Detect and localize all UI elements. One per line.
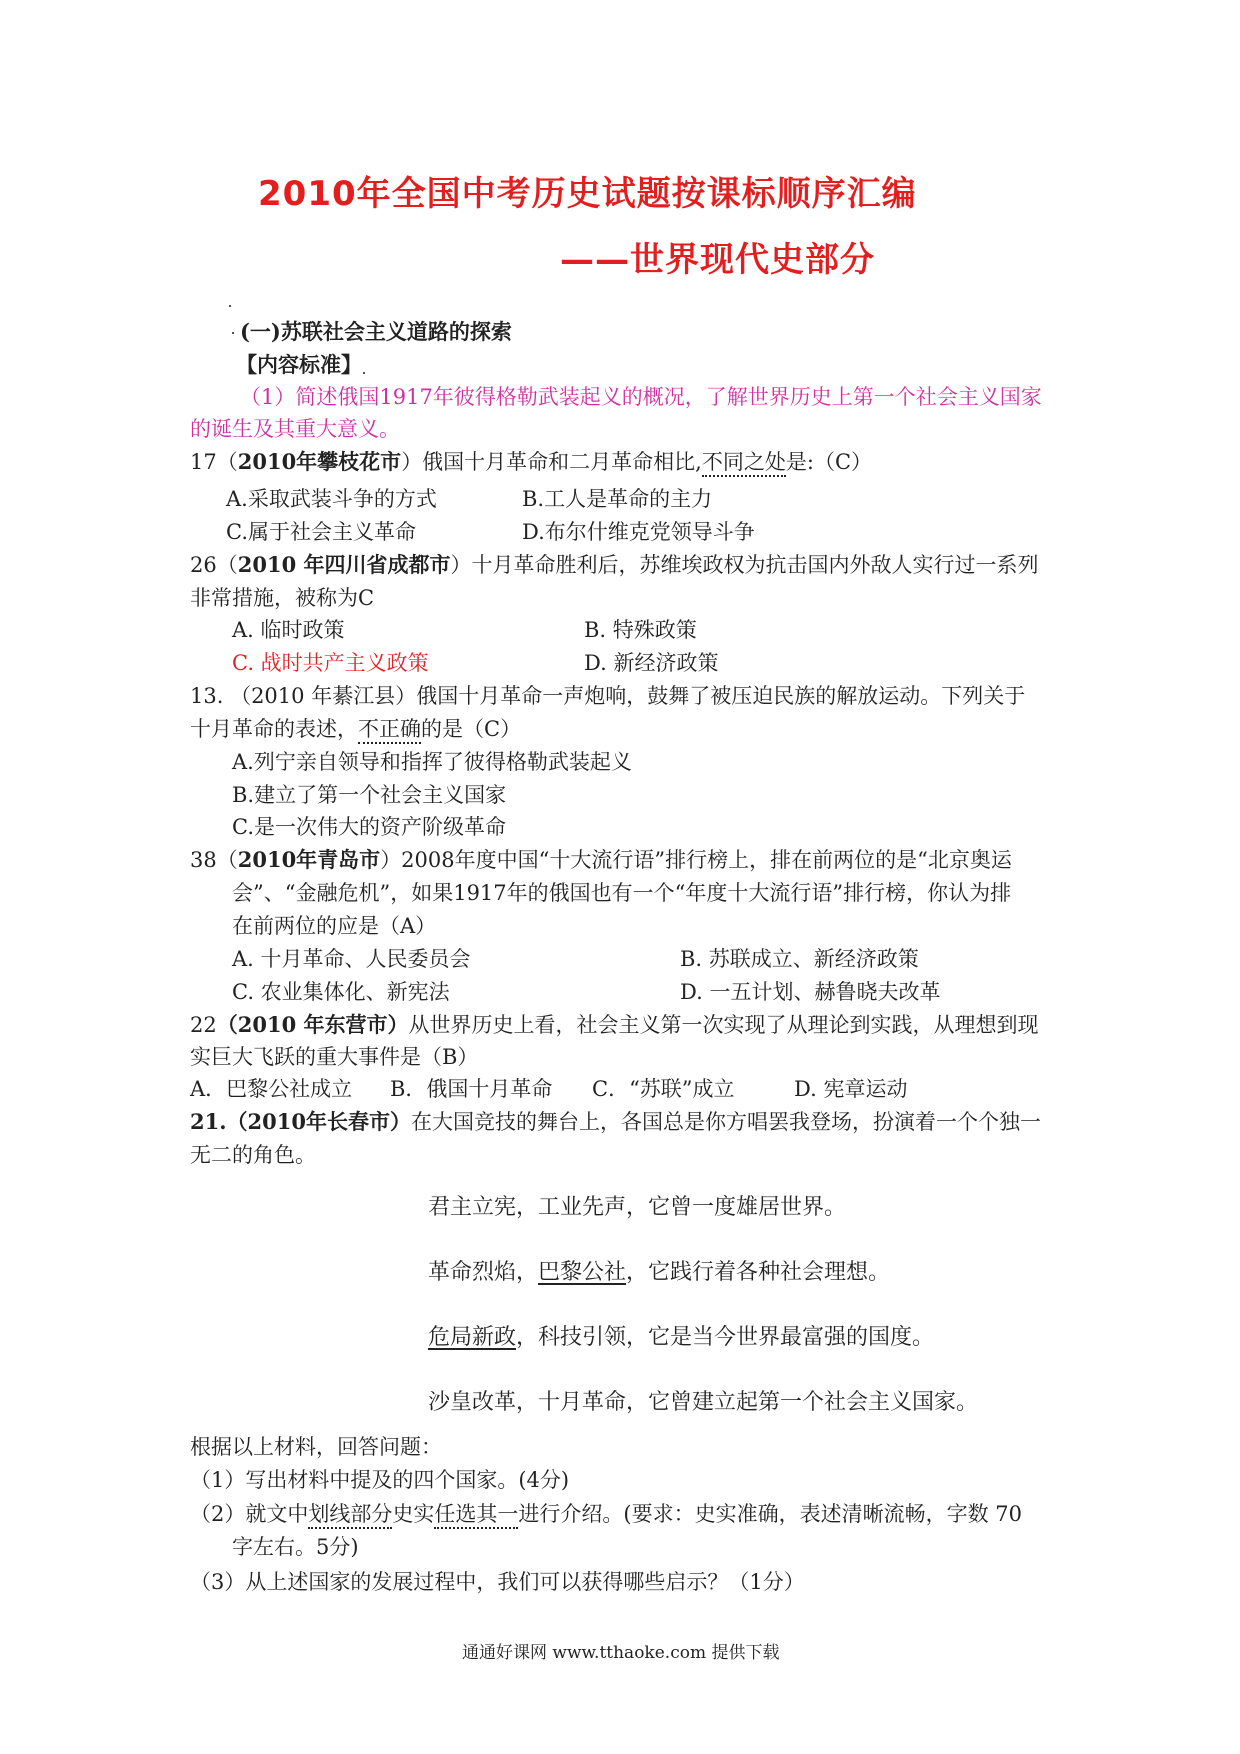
q21-sub-2-mid: 史实 xyxy=(392,1502,435,1526)
q22-number: 22 xyxy=(190,1013,217,1037)
q17-stem-text: ）俄国十月革命和二月革命相比, xyxy=(401,450,702,474)
q38-option-c: C. 农业集体化、新宪法 xyxy=(232,980,450,1004)
q17-option-d: D.布尔什维克党领导斗争 xyxy=(522,520,755,544)
q26-stem-line-2: 非常措施，被称为C xyxy=(190,586,375,610)
q26-option-b: B. 特殊政策 xyxy=(584,618,697,642)
q17-option-b: B.工人是革命的主力 xyxy=(522,487,713,511)
q21-source: （2010年长春市） xyxy=(226,1109,411,1134)
q26-option-c: C. 战时共产主义政策 xyxy=(232,651,429,675)
page-footer: 通通好课网 www.tthaoke.com 提供下载 xyxy=(462,1643,780,1663)
q17-number: 17（ xyxy=(190,450,238,474)
q17-source: 2010年攀枝花市 xyxy=(237,449,402,474)
q22-option-a: A．巴黎公社成立 xyxy=(190,1077,353,1101)
content-standard-line-1: （1）简述俄国1917年彼得格勒武装起义的概况，了解世界历史上第一个社会主义国家 xyxy=(240,385,1042,409)
q38-option-b: B. 苏联成立、新经济政策 xyxy=(680,947,919,971)
q21-stem xyxy=(190,1108,1041,1136)
page-subtitle: ——世界现代史部分 xyxy=(560,240,875,280)
q17-option-c: C.属于社会主义革命 xyxy=(226,520,416,544)
q38-stem-line-3: 在前两位的应是（A） xyxy=(232,914,437,938)
material-line-3-rest: ，科技引领，它是当今世界最富强的国度。 xyxy=(516,1325,935,1350)
q21-sub-2-line-2: 字左右。5分) xyxy=(232,1535,359,1559)
page-title: 2010年全国中考历史试题按课标顺序汇编 xyxy=(258,174,917,214)
q26-option-d: D. 新经济政策 xyxy=(584,651,719,675)
q21-ask: 根据以上材料，回答问题： xyxy=(190,1435,442,1459)
q13-option-a: A.列宁亲自领导和指挥了彼得格勒武装起义 xyxy=(232,750,632,774)
q17-option-a: A.采取武装斗争的方式 xyxy=(226,487,437,511)
q38-stem-line-2: 会”、“金融危机”，如果1917年的俄国也有一个“年度十大流行语”排行榜，你认为排 xyxy=(232,881,1012,905)
q22-option-b: B．俄国十月革命 xyxy=(390,1077,553,1101)
q21-sub-2-emphasis-2: 任选其一 xyxy=(434,1502,518,1529)
q38-stem-text: ）2008年度中国“十大流行语”排行榜上，排在前两位的是“北京奥运 xyxy=(380,848,1012,872)
material-line-1: 君主立宪，工业先声，它曾一度雄居世界。 xyxy=(428,1195,847,1220)
material-underlined-new-deal: 危局新政 xyxy=(428,1325,517,1350)
content-standard-line-2: 的诞生及其重大意义。 xyxy=(190,417,400,441)
q21-stem-line-2: 无二的角色。 xyxy=(190,1143,316,1167)
q38-option-d: D. 一五计划、赫鲁晓夫改革 xyxy=(680,980,941,1004)
q21-sub-2-text: （2）就文中 xyxy=(190,1502,309,1526)
q13-emphasis: 不正确 xyxy=(358,717,421,744)
q26-source: 2010 年四川省成都市 xyxy=(237,552,451,577)
q22-source: （2010 年东营市） xyxy=(216,1012,409,1037)
q21-number: 21. xyxy=(190,1109,227,1134)
scan-mark xyxy=(363,372,365,374)
q13-option-c: C.是一次伟大的资产阶级革命 xyxy=(232,815,506,839)
scan-mark xyxy=(232,332,234,334)
content-standard-label: 【内容标准】 xyxy=(236,352,362,377)
q22-stem xyxy=(190,1011,1039,1039)
q17-stem xyxy=(190,448,872,476)
q22-stem-text: 从世界历史上看，社会主义第一次实现了从理论到实践，从理想到现 xyxy=(408,1013,1039,1037)
q22-stem-line-2: 实巨大飞跃的重大事件是（B） xyxy=(190,1045,479,1069)
q21-sub-2-rest: 进行介绍。(要求：史实准确，表述清晰流畅，字数 70 xyxy=(518,1502,1022,1526)
material-underlined-paris-commune: 巴黎公社 xyxy=(538,1260,627,1285)
q26-option-a: A. 临时政策 xyxy=(232,618,345,642)
q21-stem-text: 在大国竞技的舞台上，各国总是你方唱罢我登场，扮演着一个个独一 xyxy=(411,1110,1041,1134)
material-line-4: 沙皇改革，十月革命，它曾建立起第一个社会主义国家。 xyxy=(428,1390,979,1415)
q17-answer: 是:（C） xyxy=(785,450,873,474)
material-line-2-text: 革命烈焰， xyxy=(428,1260,539,1285)
q17-emphasis: 不同之处 xyxy=(702,450,786,477)
q38-option-a: A. 十月革命、人民委员会 xyxy=(232,947,471,971)
q22-option-c: C．“苏联”成立 xyxy=(592,1077,735,1101)
q21-sub-2-emphasis-1: 划线部分 xyxy=(308,1502,392,1529)
q13-stem: 13. （2010 年綦江县）俄国十月革命一声炮响，鼓舞了被压迫民族的解放运动。下列关于 xyxy=(190,684,1026,708)
q21-sub-3: （3）从上述国家的发展过程中，我们可以获得哪些启示？（1分） xyxy=(190,1570,805,1594)
q22-option-d: D. 宪章运动 xyxy=(794,1077,908,1101)
q13-stem-text: 十月革命的表述， xyxy=(190,717,358,741)
q38-number: 38（ xyxy=(190,848,238,872)
q21-sub-2 xyxy=(190,1500,1022,1528)
scan-mark xyxy=(229,305,231,307)
q26-stem-text: ）十月革命胜利后，苏维埃政权为抗击国内外敌人实行过一系列 xyxy=(450,553,1039,577)
q13-answer: 的是（C） xyxy=(421,717,522,741)
q13-option-b: B.建立了第一个社会主义国家 xyxy=(232,783,507,807)
material-line-3 xyxy=(428,1320,934,1351)
q38-source: 2010年青岛市 xyxy=(237,847,381,872)
material-line-2-rest: ，它践行着各种社会理想。 xyxy=(626,1260,891,1285)
section-heading: (一)苏联社会主义道路的探索 xyxy=(240,319,512,344)
q38-stem xyxy=(190,846,1012,874)
q13-stem-line-2 xyxy=(190,715,521,743)
q26-number: 26（ xyxy=(190,553,238,577)
q26-stem xyxy=(190,551,1039,579)
q21-sub-1: （1）写出材料中提及的四个国家。(4分) xyxy=(190,1468,570,1492)
material-line-2 xyxy=(428,1255,890,1286)
